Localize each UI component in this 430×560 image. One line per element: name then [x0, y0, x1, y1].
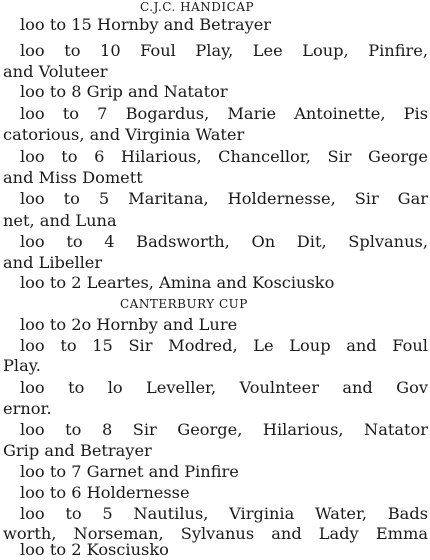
odds-line-continuation: and Voluteer [3, 62, 108, 81]
odds-line: loo to 8 Grip and Natator [20, 82, 228, 101]
odds-line: loo to 5 Nautilus, Virginia Water, Bads [20, 504, 428, 523]
odds-line-continuation: ernor. [3, 399, 52, 418]
odds-line: loo to 6 Hilarious, Chancellor, Sir George [20, 147, 428, 166]
odds-line: loo to 6 Holdernesse [20, 483, 190, 502]
odds-line: loo to 8 Sir George, Hilarious, Natator [20, 420, 428, 439]
odds-line: loo to 2o Hornby and Lure [20, 315, 238, 334]
section-heading-canterbury-cup: CANTERBURY CUP [120, 297, 248, 311]
odds-line-continuation: worth, Norseman, Sylvanus and Lady Emma [3, 524, 428, 543]
odds-line: loo to 7 Garnet and Pinfire [20, 462, 239, 481]
odds-line-continuation: net, and Luna [3, 211, 117, 230]
odds-line: loo to 2 Kosciusko [20, 540, 169, 559]
odds-line: loo to 15 Sir Modred, Le Loup and Foul [20, 336, 428, 355]
odds-line: loo to lo Leveller, Voulnteer and Gov [20, 378, 428, 397]
odds-line-continuation: and Miss Domett [3, 168, 143, 187]
odds-line: loo to 4 Badsworth, On Dit, Splvanus, [20, 232, 428, 251]
odds-line: loo to 7 Bogardus, Marie Antoinette, Pis [20, 104, 428, 123]
odds-line: loo to 15 Hornby and Betrayer [20, 15, 272, 34]
odds-line-continuation: and Libeller [3, 253, 103, 272]
odds-line-continuation: catorious, and Virginia Water [3, 125, 245, 144]
odds-line: loo to 10 Foul Play, Lee Loup, Pinfire, [20, 41, 428, 60]
section-heading-cjc-handicap: C.J.C. HANDICAP [140, 0, 255, 14]
odds-line-continuation: Grip and Betrayer [3, 441, 152, 460]
odds-line: loo to 2 Leartes, Amina and Kosciusko [20, 273, 335, 292]
odds-line: loo to 5 Maritana, Holdernesse, Sir Gar [20, 189, 428, 208]
odds-line-continuation: Play. [3, 356, 41, 375]
